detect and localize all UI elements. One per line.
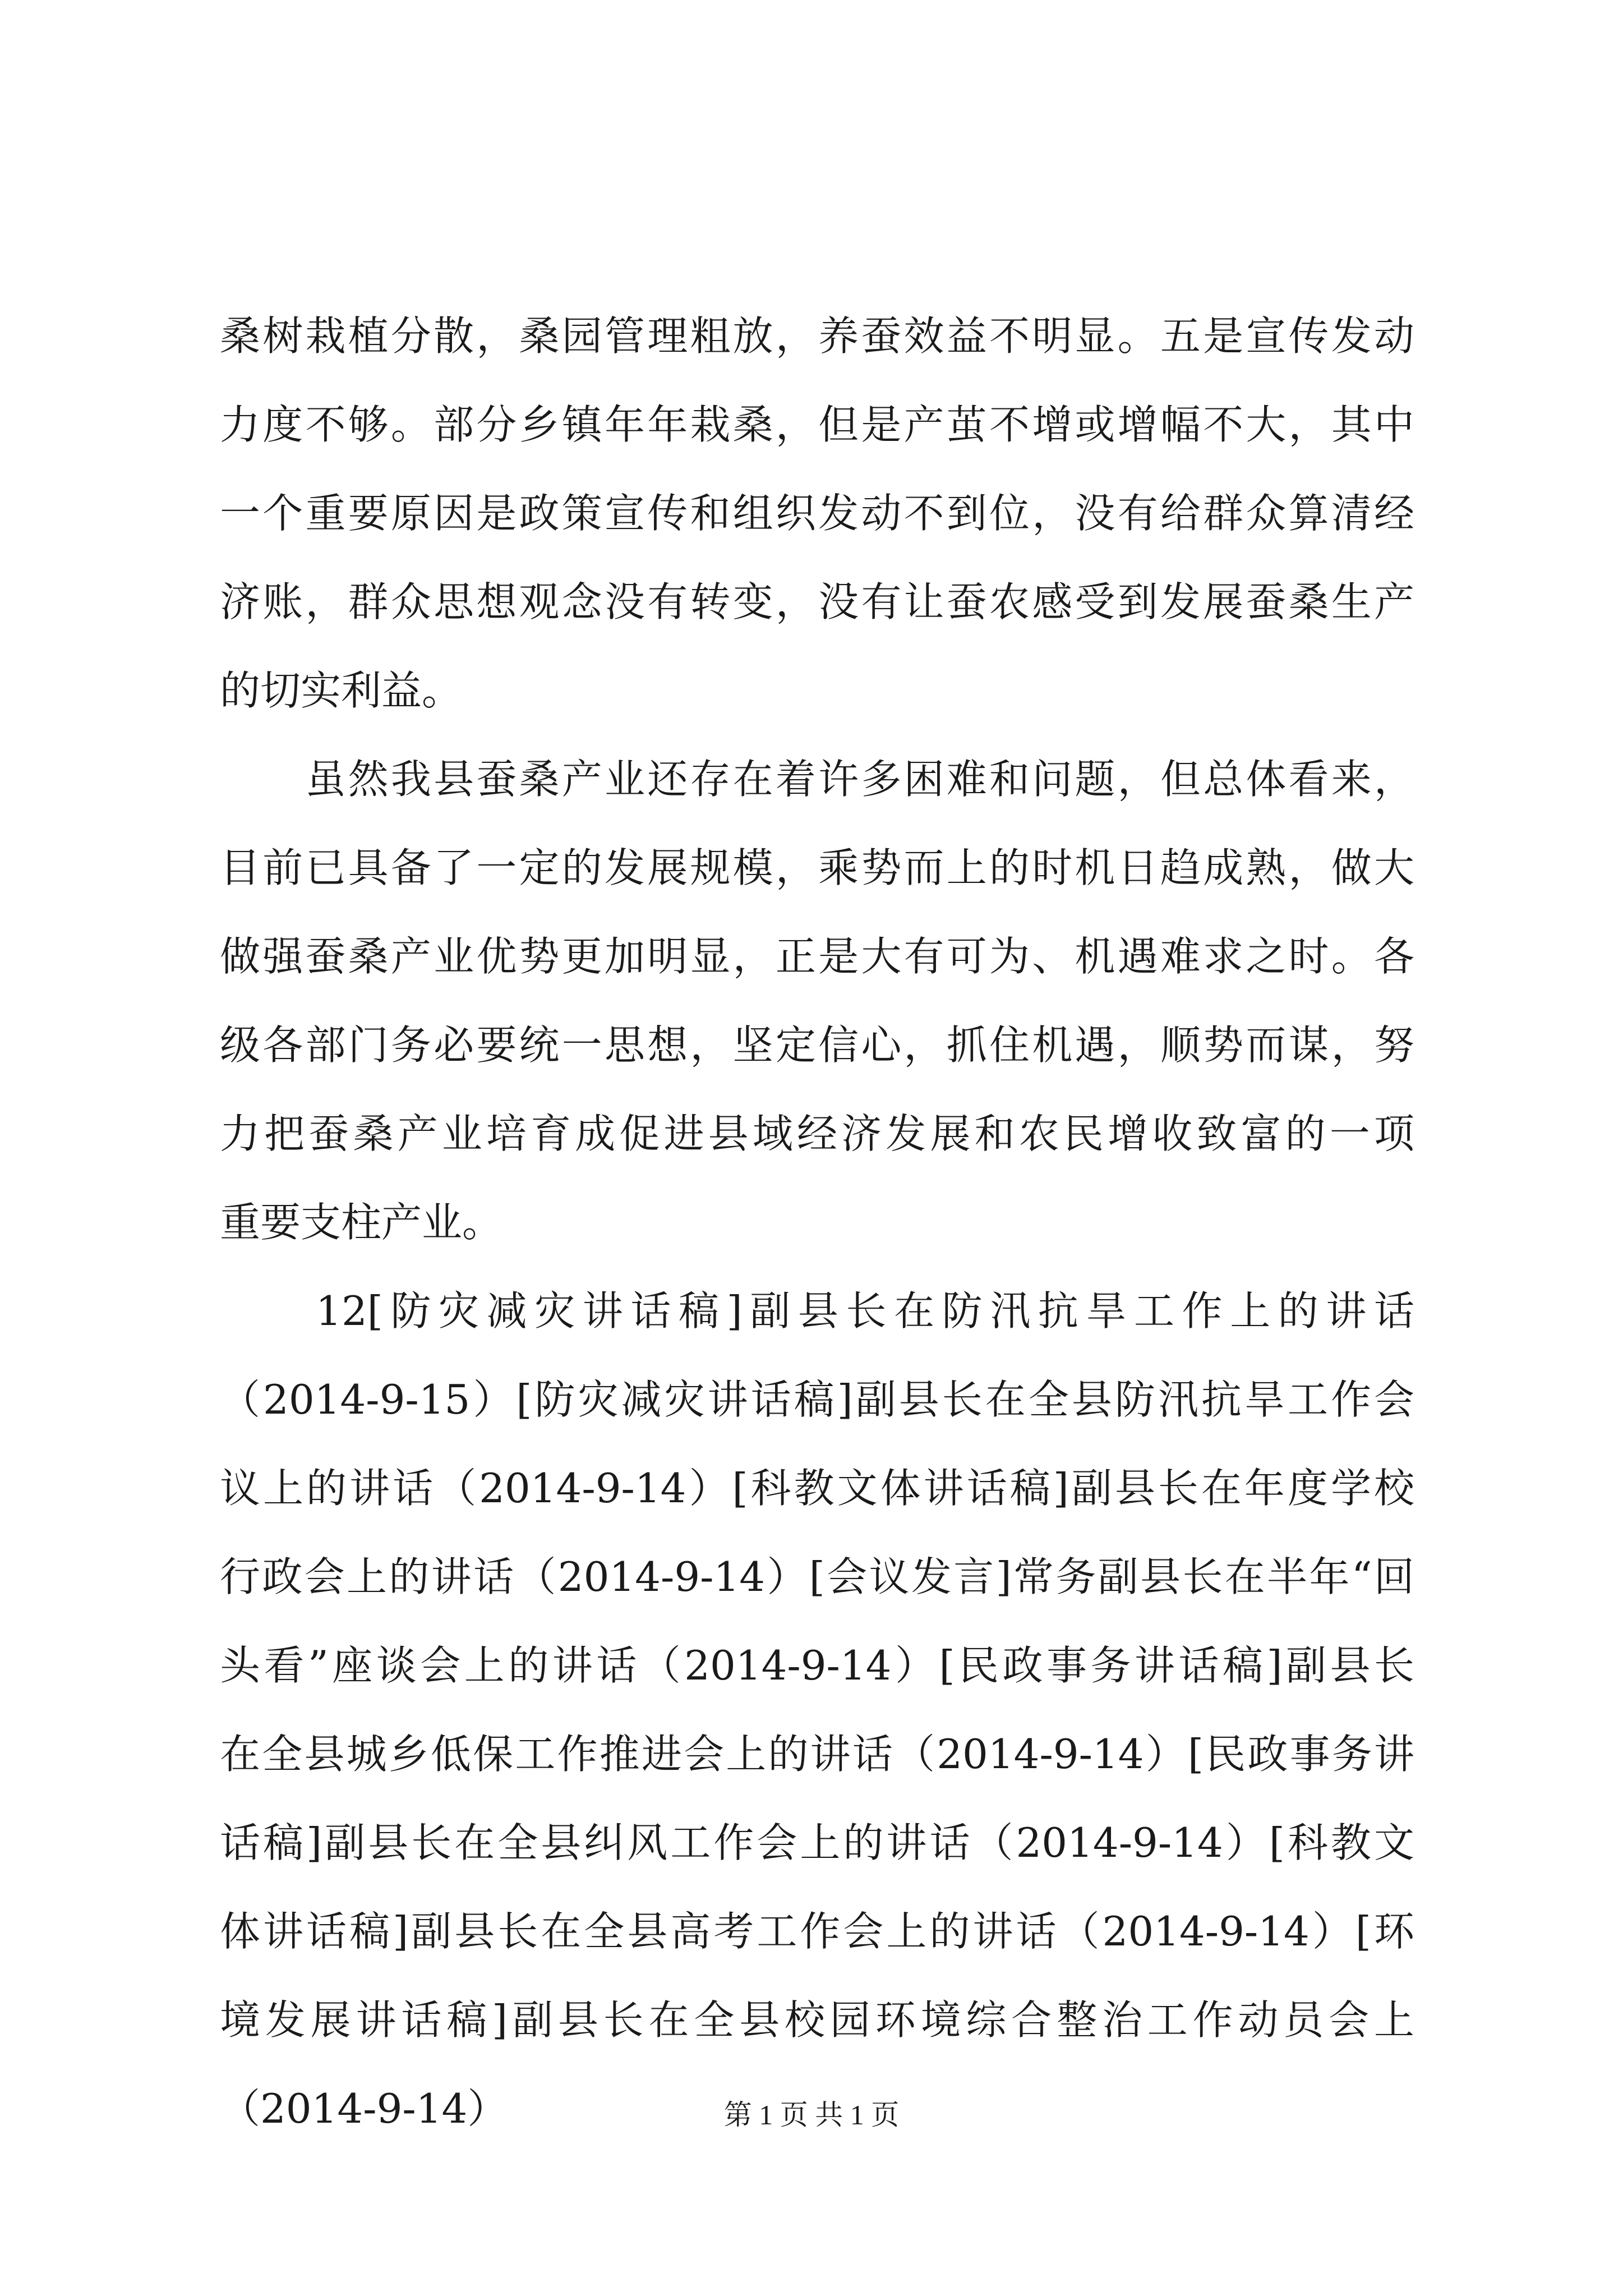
- text-line: 济账，群众思想观念没有转变，没有让蚕农感受到发展蚕桑生产: [220, 578, 1414, 625]
- text-line: 做强蚕桑产业优势更加明显，正是大有可为、机遇难求之时。各: [220, 933, 1414, 980]
- text-line: 一个重要原因是政策宣传和组织发动不到位，没有给群众算清经: [220, 490, 1414, 537]
- text-line: 头看”座谈会上的讲话（2014-9-14）[民政事务讲话稿]副县长: [220, 1642, 1414, 1689]
- text-line: 12[防灾减灾讲话稿]副县长在防汛抗旱工作上的讲话: [220, 1287, 1414, 1335]
- page-footer: 第 1 页 共 1 页: [723, 2099, 900, 2131]
- text-line: 在全县城乡低保工作推进会上的讲话（2014-9-14）[民政事务讲: [220, 1731, 1414, 1778]
- text-line: 虽然我县蚕桑产业还存在着许多困难和问题，但总体看来，: [220, 756, 1414, 803]
- text-line: （2014-9-15）[防灾减灾讲话稿]副县长在全县防汛抗旱工作会: [220, 1376, 1414, 1423]
- document-body: [220, 292, 1414, 2153]
- text-line: 桑树栽植分散，桑园管理粗放，养蚕效益不明显。五是宣传发动: [220, 312, 1414, 360]
- text-line: 力把蚕桑产业培育成促进县域经济发展和农民增收致富的一项: [220, 1110, 1414, 1157]
- text-line: 议上的讲话（2014-9-14）[科教文体讲话稿]副县长在年度学校: [220, 1465, 1414, 1512]
- text-line: 的切实利益。: [220, 667, 463, 714]
- text-line: 体讲话稿]副县长在全县高考工作会上的讲话（2014-9-14）[环: [220, 1908, 1414, 1955]
- text-line: 重要支柱产业。: [220, 1199, 503, 1246]
- text-line: 行政会上的讲话（2014-9-14）[会议发言]常务副县长在半年“回: [220, 1553, 1414, 1600]
- text-line: 话稿]副县长在全县纠风工作会上的讲话（2014-9-14）[科教文: [220, 1819, 1414, 1866]
- text-line: 级各部门务必要统一思想，坚定信心，抓住机遇，顺势而谋，努: [220, 1022, 1414, 1069]
- text-line: 目前已具备了一定的发展规模，乘势而上的时机日趋成熟，做大: [220, 844, 1414, 891]
- text-line: 力度不够。部分乡镇年年栽桑，但是产茧不增或增幅不大，其中: [220, 401, 1414, 448]
- text-line: （2014-9-14）: [220, 2085, 508, 2132]
- text-line: 境发展讲话稿]副县长在全县校园环境综合整治工作动员会上: [220, 1996, 1414, 2044]
